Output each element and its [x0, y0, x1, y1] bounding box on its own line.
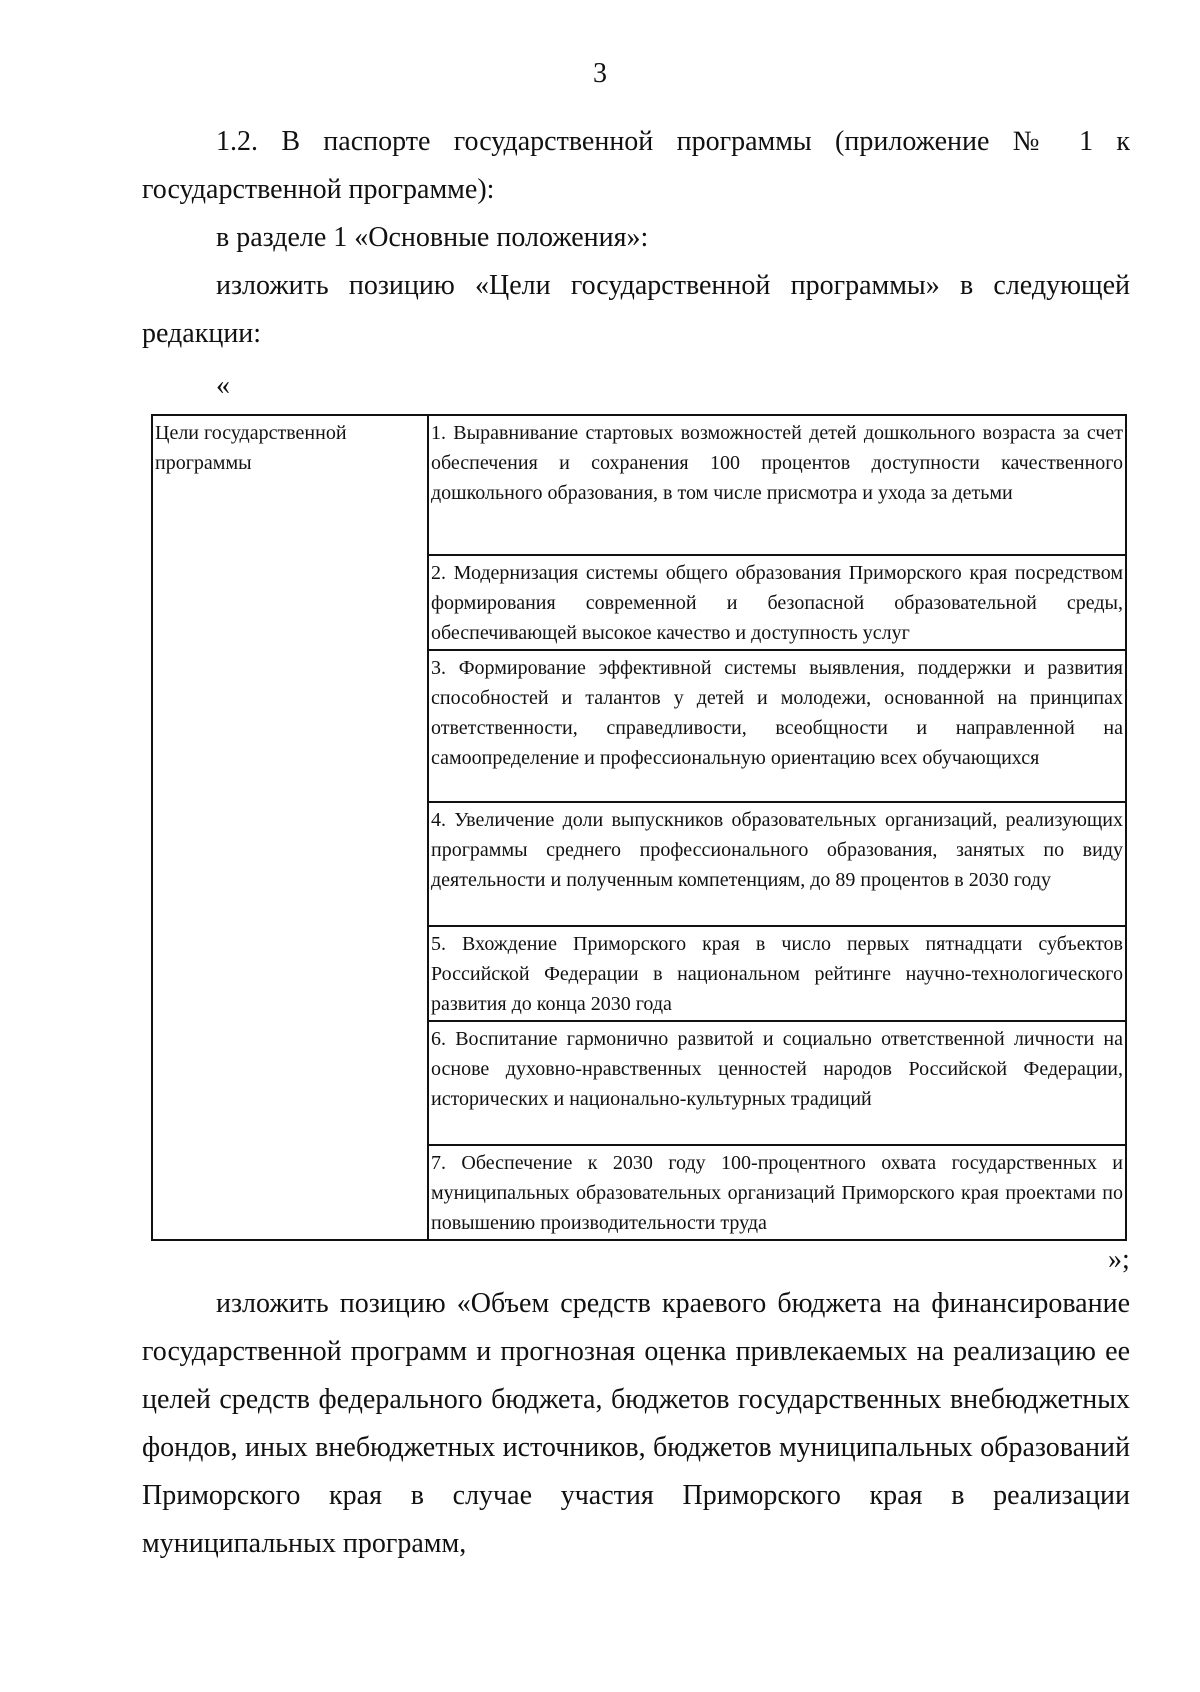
close-quote: »;: [1108, 1244, 1130, 1275]
goal-row: [428, 650, 1126, 802]
paragraph-goals-instruction: изложить позицию «Цели государственной программы» в следующей редакции:: [142, 270, 1130, 349]
goal-text-2: 2. Модернизация системы общего образования Приморского края посредством формирования современной и безопасной образовательной среды, обеспечивающей высокое качество и доступность услуг: [431, 562, 1123, 644]
goal-text-7: 7. Обеспечение к 2030 году 100-процентного охвата государственных и муниципальных образовательных организаций Приморского края проектами по повышению производительности труда: [431, 1152, 1123, 1234]
goal-row: [428, 802, 1126, 926]
goal-row: [428, 926, 1126, 1021]
goals-table: [151, 414, 1127, 1241]
goal-text-5: 5. Вхождение Приморского края в число первых пятнадцати субъектов Российской Федерации в национальном рейтинге научно-технологического развития до конца 2030 года: [431, 933, 1123, 1015]
goal-text-6: 6. Воспитание гармонично развитой и социально ответственной личности на основе духовно-нравственных ценностей народов Российской Федерации, исторических и национально-культурных традиций: [431, 1028, 1123, 1110]
goal-row: [428, 415, 1126, 555]
goals-label: Цели государственной программы: [155, 422, 347, 474]
goal-row: [428, 1145, 1126, 1240]
paragraph-budget-instruction: изложить позицию «Объем средств краевого бюджета на финансирование государственной программ и прогнозная оценка привлекаемых на реализацию ее целей средств федерального бюджета, бюджетов государственных внебюджетных фондов, иных внебюджетных источников, бюджетов муниципальных образований Приморского края в случае участия Приморского края в реализации муниципальных программ,: [142, 1288, 1130, 1559]
paragraph-1-2: 1.2. В паспорте государственной программы (приложение № 1 к государственной программе):: [142, 126, 1130, 205]
page-number: 3: [593, 58, 607, 89]
goal-row: [428, 1021, 1126, 1145]
goals-label-cell: [152, 415, 428, 1240]
goal-text-4: 4. Увеличение доли выпускников образовательных организаций, реализующих программы среднего профессионального образования, занятых по виду деятельности и полученным компетенциям, до 89 процентов в 2030 году: [431, 809, 1123, 891]
paragraph-section-1: в разделе 1 «Основные положения»:: [216, 222, 649, 253]
goal-row: [428, 555, 1126, 650]
goal-text-3: 3. Формирование эффективной системы выявления, поддержки и развития способностей и талантов у детей и молодежи, основанной на принципах ответственности, справедливости, всеобщности и направленной на самоопределение и профессиональную ориентацию всех обучающихся: [431, 657, 1123, 769]
goal-text-1: 1. Выравнивание стартовых возможностей детей дошкольного возраста за счет обеспечения и сохранения 100 процентов доступности качественного дошкольного образования, в том числе присмотра и ухода за детьми: [431, 422, 1123, 504]
open-quote: «: [216, 370, 230, 401]
